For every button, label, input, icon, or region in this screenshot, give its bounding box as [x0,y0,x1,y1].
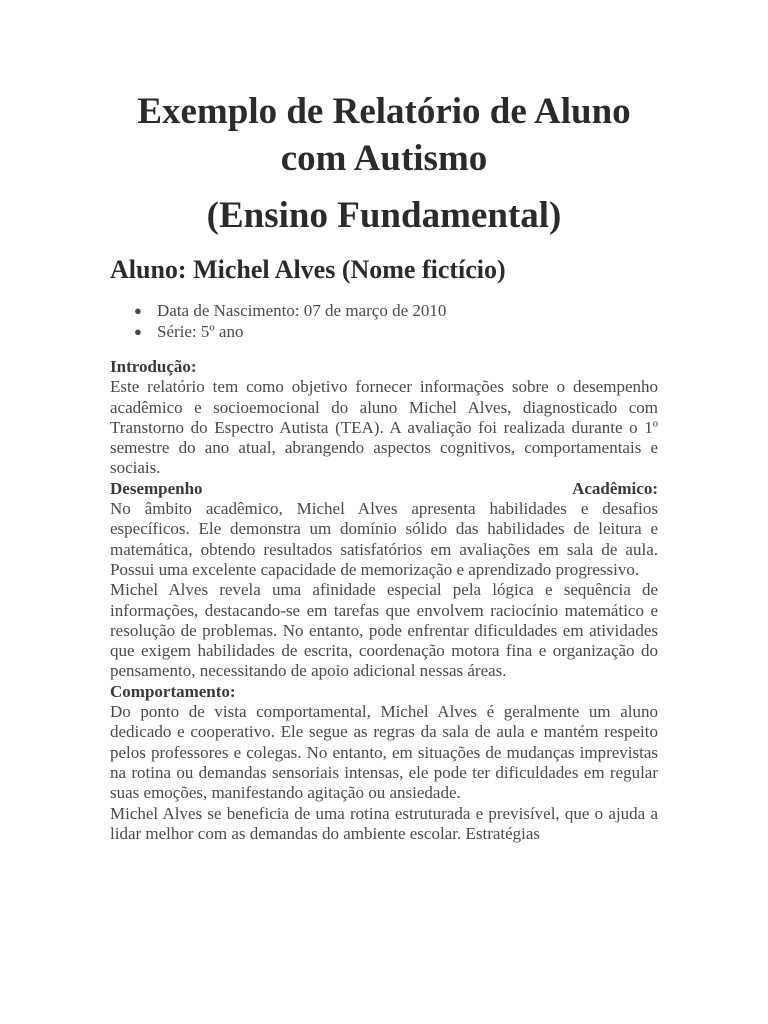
intro-heading: Introdução: [110,357,197,376]
academic-paragraph-1: No âmbito acadêmico, Michel Alves apresenta habilidades e desafios específicos. Ele demonstra um domínio sólido das habilidades de leitura e matemática, obtendo resultados satisfatórios em avaliações em sala de aula. Possui uma excelente capacidade de memorização e aprendizado progressivo. [110,499,658,579]
behavior-heading: Comportamento: [110,681,236,701]
grade-text: Série: 5º ano [157,322,244,341]
document-subtitle: (Ensino Fundamental) [206,195,562,236]
behavior-paragraph-2: Michel Alves se beneficia de uma rotina estruturada e previsível, que o ajuda a lidar melhor com as demandas do ambiente escolar. Estratégias [110,803,658,843]
student-info-list [110,300,446,342]
report-body [110,357,658,844]
academic-heading-left: Desempenho [110,478,203,498]
intro-paragraph: Este relatório tem como objetivo fornecer informações sobre o desempenho acadêmico e socioemocional do aluno Michel Alves, diagnosticado com Transtorno do Espectro Autista (TEA). A avaliação foi realizada durante o 1º semestre do ano atual, abrangendo aspectos cognitivos, comportamentais e sociais. [110,377,658,478]
list-item [110,300,446,321]
bullet-icon: ● [134,324,142,339]
document-title: Exemplo de Relatório de Aluno com Autismo [137,91,631,179]
behavior-paragraph-1: Do ponto de vista comportamental, Michel Alves é geralmente um aluno dedicado e cooperativo. Ele segue as regras da sala de aula e mantém respeito pelos professores e colegas. No entanto, em situações de mudanças imprevistas na rotina ou demandas sensoriais intensas, ele pode ter dificuldades em regular suas emoções, manifestando agitação ou ansiedade. [110,702,658,803]
bullet-icon: ● [134,303,142,318]
student-heading: Aluno: Michel Alves (Nome fictício) [110,255,506,284]
academic-heading [110,479,658,499]
academic-paragraph-2: Michel Alves revela uma afinidade especial pela lógica e sequência de informações, destacando-se em tarefas que envolvem raciocínio matemático e resolução de problemas. No entanto, pode enfrentar dificuldades em atividades que exigem habilidades de escrita, coordenação motora fina e organização do pensamento, necessitando de apoio adicional nessas áreas. [110,580,658,681]
birth-date-text: Data de Nascimento: 07 de março de 2010 [157,301,447,320]
academic-heading-right: Acadêmico: [572,478,658,498]
list-item [110,321,446,342]
